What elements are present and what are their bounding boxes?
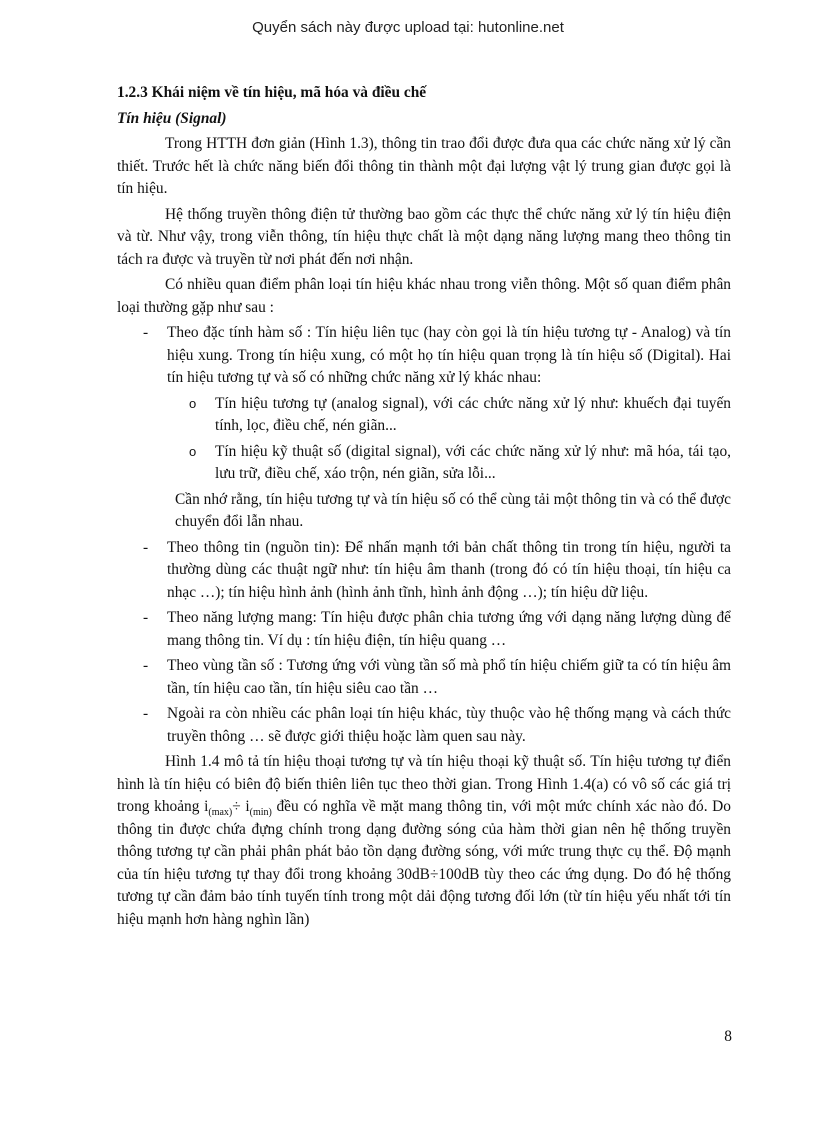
list-item: - Theo vùng tần số : Tương ứng với vùng tần số mà phổ tín hiệu chiếm giữ ta có tín hiệu âm tần, tín hiệu cao tần, tín hiệu siêu cao tần … [117,655,731,700]
final-text-2: ÷ i [232,798,250,815]
paragraph: Trong HTTH đơn giản (Hình 1.3), thông tin trao đổi được đưa qua các chức năng xử lý cần thiết. Trước hết là chức năng biến đổi thông tin thành một đại lượng vật lý trung gian được gọi là tín hiệu. [117,135,731,197]
list-item [117,322,731,486]
document-body [117,82,731,934]
paragraph: Hệ thống truyền thông điện tử thường bao gồm các thực thể chức năng xử lý tín hiệu điện và từ. Như vậy, trong viễn thông, tín hiệu thực chất là một dạng năng lượng mang theo thông tin tách ra được và truyền từ nơi phát đến nơi nhận. [117,205,731,268]
paragraph: Có nhiều quan điểm phân loại tín hiệu khác nhau trong viễn thông. Một số quan điểm phân loại thường gặp như sau : [117,276,731,316]
list-item: - Theo năng lượng mang: Tín hiệu được phân chia tương ứng với dạng năng lượng dùng để mang thông tin. Ví dụ : tín hiệu điện, tín hiệu quang … [117,607,731,652]
classification-list-continued [117,537,731,749]
final-text-1: Hình 1.4 mô tả tín hiệu thoại tương tự và tín hiệu thoại kỹ thuật số. Tín hiệu tương tự điển hình là tín hiệu có biên độ biến thiên liên tục theo thời gian. Trong Hình 1.4(a) có vô số các giá trị trong khoảng i [117,753,731,815]
subscript-min: (min) [249,807,272,819]
list-item: - Ngoài ra còn nhiều các phân loại tín hiệu khác, tùy thuộc vào hệ thống mạng và cách thức truyền thông … sẽ được giới thiệu hoặc làm quen sau này. [117,703,731,748]
page-number: 8 [724,1028,732,1045]
list-item: - Theo thông tin (nguồn tin): Để nhấn mạnh tới bản chất thông tin trong tín hiệu, người ta thường dùng các thuật ngữ như: tín hiệu âm thanh (trong đó có tín hiệu thoại, tín hiệu ca nhạc …); tín hiệu hình ảnh (hình ảnh tĩnh, hình ảnh động …); tín hiệu dữ liệu. [117,537,731,605]
final-text-3: đều có nghĩa về mặt mang thông tin, với một mức chính xác nào đó. Do thông tin được chứa đựng chính trong dạng đường sóng của hàm thời gian nên hệ thống truyền thông tương tự cần phải phân phát bảo tồn dạng đường sóng, với mức trung thực cụ thể. Độ mạnh của tín hiệu tương tự thay đổi trong khoảng 30dB÷100dB tùy theo các ứng dụng. Do đó hệ thống tương tự cần đảm bảo tính tuyến tính trong một dải động tương đối lớn (từ tín hiệu yếu nhất tới tín hiệu mạnh hơn hàng nghìn lần) [117,798,731,928]
section-heading: 1.2.3 Khái niệm về tín hiệu, mã hóa và điều chế [117,84,427,101]
page-header: Quyển sách này được upload tại: hutonline.net [252,19,564,36]
subsection-heading: Tín hiệu (Signal) [117,109,227,127]
paragraph-final [117,751,731,931]
note-paragraph: Cần nhớ rằng, tín hiệu tương tự và tín hiệu số có thể cùng tải một thông tin và có thể được chuyển đổi lẫn nhau. [175,490,731,530]
subscript-max: (max) [208,807,233,819]
classification-list [117,322,731,486]
sub-list [167,393,731,486]
sub-list-item: o Tín hiệu tương tự (analog signal), với các chức năng xử lý như: khuếch đại tuyến tính, lọc, điều chế, nén giãn... [167,393,731,438]
list-item-text: Theo đặc tính hàm số : Tín hiệu liên tục (hay còn gọi là tín hiệu tương tự - Analog) và tín hiệu xung. Trong tín hiệu xung, có một họ tín hiệu quan trọng là tín hiệu số (Digital). Hai tín hiệu tương tự và số có những chức năng xử lý khác nhau: [167,324,731,386]
sub-list-item: o Tín hiệu kỹ thuật số (digital signal), với các chức năng xử lý như: mã hóa, tái tạo, lưu trữ, điều chế, xáo trộn, nén giãn, sửa lỗi... [167,441,731,486]
